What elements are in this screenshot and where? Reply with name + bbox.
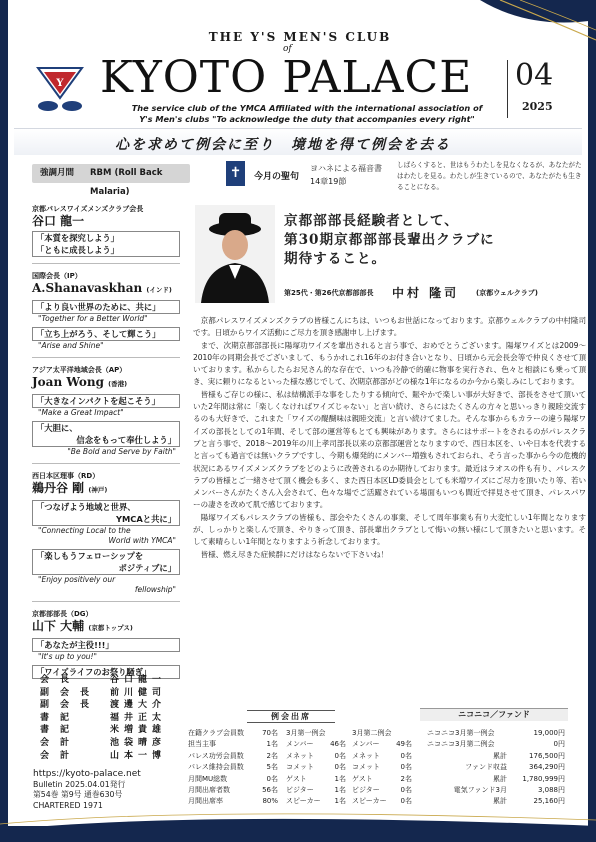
att-value: 5名 <box>266 763 278 772</box>
leader-phrase <box>32 231 180 257</box>
leader-phrase <box>32 500 180 526</box>
leader-name-text: A.Shanavaskhan <box>32 281 143 295</box>
officer-role: 書記 <box>40 712 81 723</box>
officer-row <box>40 750 180 763</box>
att-label: ゲスト <box>286 774 307 783</box>
frame-right <box>588 0 596 842</box>
article-headline <box>284 212 495 269</box>
tagline-line-1: The service club of the YMCA Affiliated with the international association of <box>131 103 483 113</box>
att-value: 0名 <box>400 763 412 772</box>
att-value: 1名 <box>266 740 278 749</box>
att-label: 月間MU総数 <box>188 774 228 783</box>
officer-row <box>40 712 180 725</box>
club-motto: 心を求めて例会に至り 境地を得て例会を去る <box>115 137 451 153</box>
leader-name-text: 鵜丹谷 剛 <box>32 481 85 495</box>
officer-row <box>40 687 180 700</box>
leader-phrase-english: "Connecting Local to the <box>38 526 131 535</box>
att-label: パレス功労会員数 <box>188 751 244 760</box>
leader-role: アジア太平洋地域会長（AP） <box>32 366 127 374</box>
leader-phrase-english: "Enjoy positively our <box>38 575 116 584</box>
att-label: 担当主事 <box>188 740 216 749</box>
att-label: ビジター <box>352 786 380 795</box>
leader-phrase <box>32 549 180 575</box>
att-value: 1名 <box>334 774 346 783</box>
att-label: メンバー <box>352 740 380 749</box>
leader-name <box>32 375 180 391</box>
leader-name <box>32 481 180 497</box>
phrase-line: YMCAと共に」 <box>116 514 176 524</box>
officer-name: 山本一博 <box>110 750 167 761</box>
verse-text: しばらくすると、世はもうわたしを見なくなるが、あなたがたはわたしを見る。わたしが生きているので、あなたがたも生きることになる。 <box>397 161 582 191</box>
table-row <box>188 796 412 807</box>
fund-table <box>427 728 565 808</box>
leader-phrase-english: World with YMCA" <box>108 536 176 545</box>
author-role: 第25代・第26代京都部部長 <box>284 289 374 297</box>
publication-info <box>33 769 141 811</box>
divider <box>32 463 180 464</box>
leader-role: 国際会長（IP） <box>32 272 82 280</box>
table-row <box>427 751 565 762</box>
article-paragraph: 陽塚ワイズもパレスクラブの皆様も、部会やたくさんの事業、そして周年事業も有り大変忙しい1年間となりますが、しっかりと楽しんで頂き、やりきって頂き、部長輩出クラブとして悔いの無い様にして頂きたいと思います。そして素晴らしい1年間となりますよう祈念しております。 <box>193 512 586 547</box>
fund-label: 累計 <box>493 751 507 760</box>
officer-row <box>40 737 180 750</box>
table-row <box>427 728 565 739</box>
leader-phrase-english: "Be Bold and Serve by Faith" <box>67 447 176 456</box>
att-value: 56名 <box>262 786 278 795</box>
issue-number: 04 <box>515 58 554 93</box>
fund-value: 3,088円 <box>537 786 565 795</box>
leader-phrase: 「より良い世界のために、共に」 <box>32 300 180 314</box>
phrase-line: 信念をもって奉仕しよう」 <box>76 435 176 445</box>
att-value: 2名 <box>400 774 412 783</box>
att-label: コメット <box>352 763 380 772</box>
table-row <box>427 796 565 807</box>
fund-value: 0円 <box>553 740 565 749</box>
leader-phrase: 「大きなインパクトを起こそう」 <box>32 394 180 408</box>
officer-name: 米増貴雄 <box>110 725 167 736</box>
club-name-top: THE Y'S MEN'S CLUB <box>208 30 392 44</box>
attendance-title: 例会出席 <box>247 710 335 723</box>
leader-name <box>32 281 180 297</box>
article-body <box>193 315 586 561</box>
officer-name: 福井正太 <box>110 712 167 723</box>
table-row <box>188 728 412 739</box>
officer-name: 前川健司 <box>110 687 167 698</box>
fund-label: ニコニコ3月第一例会 <box>427 729 495 737</box>
author-name: 中村 隆司 <box>392 286 460 300</box>
article-paragraph: まで、次期京都部部長に陽塚功ワイズを輩出されると言う事で、おめでとうございます。陽塚ワイズとは2009～2010年の同期会長でございまして、もうかれこれ16年のお付き合いとなり、日頃から元会長会等で仲良くさせて頂いております。私からしたらお兄さん的な存在で、いつも冷静で的確に物事を実行され、色々と相談にも乗って頂き、実に頼りになるといった様な感じでして、次期京都部がどの様な1年になるのか今から楽しみにしております。 <box>193 340 586 387</box>
officer-name: 渡邊大介 <box>110 700 167 711</box>
table-row <box>427 762 565 773</box>
article-paragraph: 京都パレスワイズメンズクラブの皆様こんにちは、いつもお世話になっております。京都ウェルクラブの中村隆司です。日頃からワイズ活動にご尽力を頂き感謝申し上げます。 <box>193 316 586 338</box>
leader-phrase-english: "Arise and Shine" <box>38 341 104 350</box>
chartered-year: CHARTERED 1971 <box>33 800 103 810</box>
officer-role: 副会長 <box>40 700 101 711</box>
att-value: 1名 <box>334 797 346 806</box>
att-value: 0名 <box>400 786 412 795</box>
officers-list <box>40 674 180 762</box>
table-row <box>188 751 412 762</box>
att-value: 80% <box>262 797 278 806</box>
att-label: 月間出席率 <box>188 797 223 806</box>
fund-title: ニコニコ／ファンド <box>420 708 568 721</box>
verse-label: 今月の聖句 <box>254 172 300 182</box>
fund-label: 累計 <box>493 797 507 806</box>
fund-value: 364,290円 <box>529 763 565 772</box>
fund-value: 1,780,999円 <box>522 774 565 783</box>
leader-phrase: 「立ち上がろう、そして輝こう」 <box>32 327 180 341</box>
leader-phrase-english: "Make a Great Impact" <box>38 408 124 417</box>
divider <box>32 601 180 602</box>
fund-value: 25,160円 <box>533 797 565 806</box>
fund-label: 電気ファンド3月 <box>453 786 507 795</box>
officer-row <box>40 674 180 687</box>
svg-text:Y: Y <box>56 78 64 89</box>
leader-country: (インド) <box>146 286 172 294</box>
fund-label: ファンド収益 <box>465 763 507 772</box>
author-photo <box>195 205 275 303</box>
officer-role: 会長 <box>40 675 81 685</box>
leader-name <box>32 619 180 635</box>
phrase-line: 「楽しもうフェローシップを <box>36 551 144 561</box>
att-value: 0名 <box>334 763 346 772</box>
verse-chapter: 14章19節 <box>310 177 347 186</box>
att-value: 0名 <box>334 751 346 760</box>
leader-country: (香港) <box>108 380 128 388</box>
fund-value: 19,000円 <box>533 729 565 737</box>
leader-country: (京都トップス) <box>88 624 133 632</box>
volume-number: 第54巻 第9号 通巻630号 <box>33 790 123 800</box>
table-row <box>188 774 412 785</box>
bulletin-date: Bulletin 2025.04.01発行 <box>33 779 126 789</box>
att-label: コメット <box>286 763 314 772</box>
phrase-line: ポジティブに」 <box>118 563 176 573</box>
table-row <box>427 774 565 785</box>
att-label: ゲスト <box>352 774 373 783</box>
tagline <box>112 103 502 125</box>
corner-wave-decoration <box>470 0 596 60</box>
table-row <box>427 739 565 750</box>
att-value: 49名 <box>396 740 412 749</box>
officer-name: 池袋晴彦 <box>110 737 167 748</box>
att-label: スピーカー <box>352 797 387 806</box>
frame-left <box>0 0 8 842</box>
leader-country: (神戸) <box>88 486 108 494</box>
leader-phrase-english: "It's up to you!" <box>38 652 98 661</box>
leader-name-text: Joan Wong <box>32 375 104 389</box>
leader-phrase: 「あなたが主役!!!」 <box>32 638 180 652</box>
website-link[interactable]: https://kyoto-palace.net <box>33 769 141 779</box>
leader-phrase-english: fellowship" <box>134 585 176 594</box>
att-value: 70名 <box>262 729 278 737</box>
att-label: ビジター <box>286 786 314 795</box>
phrase-line: 「ともに成長しよう」 <box>36 245 119 255</box>
fund-value: 176,500円 <box>529 751 565 760</box>
leader-phrase-english: "Together for a Better World" <box>38 314 148 323</box>
leaders-sidebar <box>32 204 180 679</box>
att-label: メンバー <box>286 740 314 749</box>
att-value: 0名 <box>400 797 412 806</box>
fund-label: ニコニコ3月第二例会 <box>427 740 495 749</box>
newsletter-title: KYOTO PALACE <box>100 52 473 103</box>
leader-phrase: 「ワイズライフのお祭り騒ぎ」 <box>32 665 180 679</box>
attendance-table <box>188 728 412 808</box>
ymca-logo-icon <box>30 64 90 114</box>
headline-line-2: 第30期京都部部長輩出クラブに <box>284 232 495 248</box>
officer-role: 副会長 <box>40 687 101 698</box>
att-label: メネット <box>286 751 314 760</box>
att-value: 46名 <box>330 740 346 749</box>
att-label: 在籍クラブ会員数 <box>188 729 244 737</box>
officer-role: 会計 <box>40 750 81 761</box>
emphasis-month-box <box>32 164 190 197</box>
leader-role: 京都部部長（DG） <box>32 610 93 618</box>
divider <box>32 357 180 358</box>
club-of: of <box>283 44 292 54</box>
phrase-line: 「つなげよう地域と世界、 <box>36 502 136 512</box>
att-label: パレス維持会員数 <box>188 763 244 772</box>
att-value: 0名 <box>266 774 278 783</box>
emphasis-month-value: RBM (Roll Back Malaria) <box>90 168 163 197</box>
att-heading: 3月第一例会 <box>286 729 326 737</box>
table-row <box>188 785 412 796</box>
phrase-line: 「大胆に、 <box>36 423 78 433</box>
issue-divider <box>507 60 508 118</box>
att-value: 1名 <box>334 786 346 795</box>
fund-label: 累計 <box>493 774 507 783</box>
officer-row <box>40 724 180 737</box>
table-row <box>188 762 412 773</box>
phrase-line: 「本質を探究しよう」 <box>36 233 119 243</box>
table-row <box>427 785 565 796</box>
bible-cross-icon: ✝ <box>226 161 245 186</box>
issue-year: 2025 <box>522 100 553 113</box>
officer-role: 書記 <box>40 725 81 736</box>
author-club: (京都ウェルクラブ) <box>476 289 538 297</box>
article-paragraph: 皆様もご存じの様に、私は結構派手な事をしたりする傾向で、賑やかで楽しい事が大好きで、部長をさせて頂いていた2年間は常に「楽しくなければワイズじゃない」と言い続け、さらにはたくさんの方々と思いっきり親睦交流するのも大好きで、これまた「ワイズの醍醐味は親睦交流」と言い続けてました。そんな事からもカラーの違う陽塚ワイズの部長としての1年間、そして部の運営等もとても興味があります。さらにはサポートをされるのがパレスクラブと言う事で、2018～2019年の川上孝司部長以来の京都部運営となりますので、西日本区を、いや日本を代表すると言っても過言では無いクラブですし、今期も爆発的にメンバー増強もされておられ、そう言った事から今の危機的状況にあるワイズメンズクラブをどのように改善されるのか期待しております。最近はラオスの件も有り、パレスクラブの皆様とご一緒させて頂く機会も多く、また西日本区LD委員会としても米増ワイズにご尽力を頂いたり等、若いメンバーさんがたくさん入会されて、色々な場でご活躍されている場面もいつも間近で拝見させて頂き、パレスパワーの凄さを改めて肌で感じております。 <box>193 389 586 510</box>
leader-phrase <box>32 421 180 447</box>
att-value: 2名 <box>266 751 278 760</box>
att-value: 0名 <box>400 751 412 760</box>
leader-name: 谷口 龍一 <box>32 214 85 228</box>
table-row <box>188 739 412 750</box>
divider <box>32 263 180 264</box>
officer-row <box>40 699 180 712</box>
att-label: 月間出席者数 <box>188 786 230 795</box>
att-label: メネット <box>352 751 380 760</box>
att-heading: 3月第二例会 <box>352 729 392 737</box>
emphasis-month-label: 強調月間 <box>40 168 75 178</box>
leader-role: 京都パレスワイズメンズクラブ会長 <box>32 205 144 213</box>
verse-book: ヨハネによる福音書 <box>310 164 382 173</box>
att-label: スピーカー <box>286 797 321 806</box>
leader-role: 西日本区理事（RD） <box>32 472 100 480</box>
headline-line-3: 期待すること。 <box>284 251 387 267</box>
tagline-line-2: Y's Men's clubs "To acknowledge the duty that accompanies every right" <box>139 114 475 124</box>
article-paragraph: 皆様、燃え尽きた症候群にだけはならないで下さいね！ <box>200 549 388 559</box>
leader-name-text: 山下 大輔 <box>32 619 85 633</box>
officer-role: 会計 <box>40 737 81 748</box>
officer-name: 谷口龍一 <box>110 675 167 685</box>
headline-line-1: 京都部部長経験者として、 <box>284 213 459 229</box>
